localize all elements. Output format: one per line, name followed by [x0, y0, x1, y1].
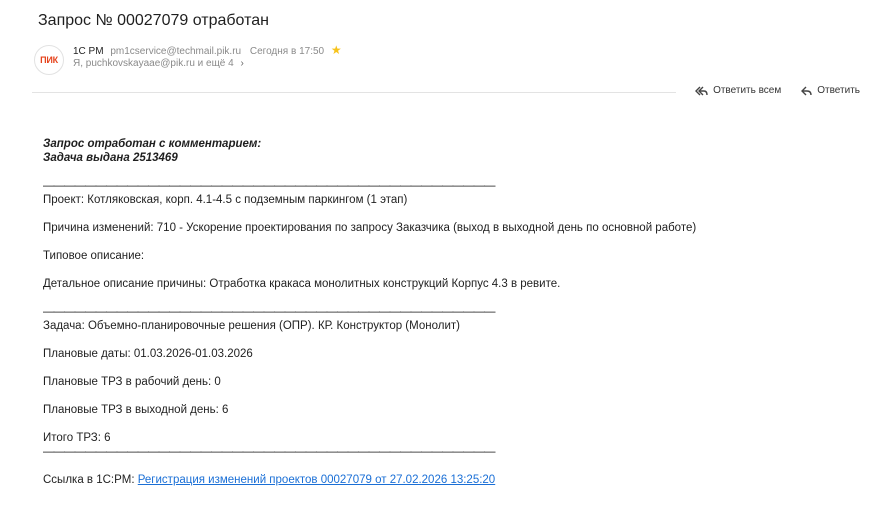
intro-task: Задача выдана 2513469	[43, 152, 178, 164]
recipients-text[interactable]: Я, puchkovskayaae@pik.ru и ещё 4	[73, 58, 234, 69]
recipients-line[interactable]	[73, 58, 244, 69]
reply-icon	[801, 86, 812, 96]
planned-workday-line: Плановые ТРЗ в рабочий день: 0	[43, 376, 221, 388]
separator-3: ———————————————————————————————————————————	[43, 446, 495, 458]
reason-line: Причина изменений: 710 - Ускорение проектирования по запросу Заказчика (выход в выходной день по основной работе)	[43, 222, 697, 234]
link-line	[43, 473, 863, 487]
planned-dates-line: Плановые даты: 01.03.2026-01.03.2026	[43, 348, 253, 360]
reply-button[interactable]	[801, 85, 860, 96]
separator-1: ———————————————————————————————————————————	[43, 180, 495, 192]
detailed-description-line: Детальное описание причины: Отработка кракаса монолитных конструкций Корпус 4.3 в ревите.	[43, 278, 561, 290]
typical-description-line: Типовое описание:	[43, 250, 145, 262]
separator-2: ———————————————————————————————————————————	[43, 306, 495, 318]
intro-comment: Запрос отработан с комментарием:	[43, 138, 262, 150]
reply-label: Ответить	[817, 85, 860, 96]
project-changes-link[interactable]: Регистрация изменений проектов 00027079 от 27.02.2026 13:25:20	[137, 474, 496, 486]
sender-avatar[interactable]: ПИК	[34, 45, 64, 75]
total-line: Итого ТРЗ: 6	[43, 432, 111, 444]
link-label: Ссылка в 1С:PM:	[43, 474, 138, 486]
chevron-right-icon[interactable]: ›	[240, 58, 244, 69]
planned-weekend-line: Плановые ТРЗ в выходной день: 6	[43, 404, 229, 416]
header-divider	[32, 92, 676, 93]
reply-all-button[interactable]	[695, 85, 781, 96]
message-actions	[695, 85, 860, 96]
star-icon[interactable]: ★	[330, 43, 342, 57]
task-line: Задача: Объемно-планировочные решения (ОПР). КР. Конструктор (Монолит)	[43, 320, 460, 332]
email-subject: Запрос № 00027079 отработан	[38, 12, 269, 29]
sender-name[interactable]: 1С PM	[73, 46, 104, 57]
reply-all-label: Ответить всем	[713, 85, 782, 96]
reply-all-icon	[695, 86, 708, 96]
email-date: Сегодня в 17:50	[249, 46, 325, 57]
sender-email[interactable]: pm1cservice@techmail.pik.ru	[110, 46, 242, 57]
sender-line	[73, 43, 342, 57]
project-line: Проект: Котляковская, корп. 4.1-4.5 с подземным паркингом (1 этап)	[43, 194, 408, 206]
email-body	[43, 137, 863, 487]
